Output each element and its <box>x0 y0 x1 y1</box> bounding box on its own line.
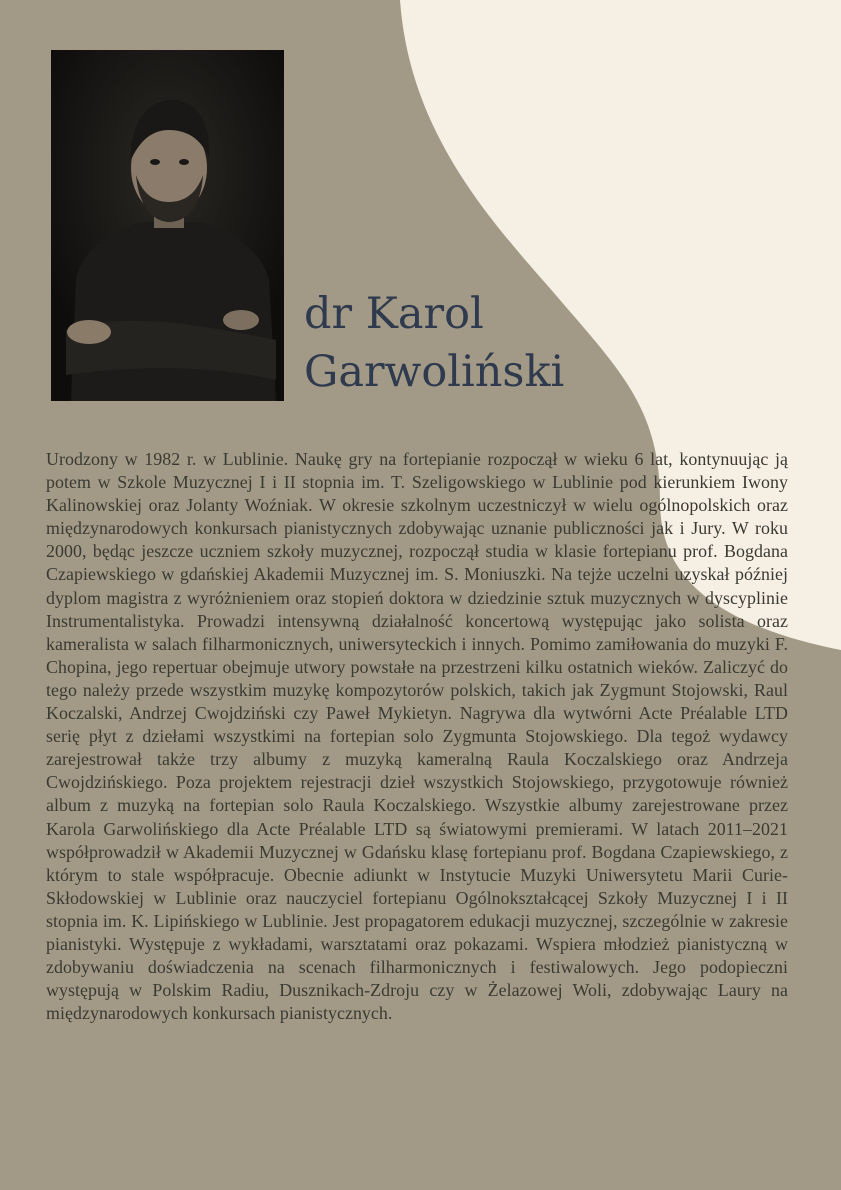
name-line-2: Garwoliński <box>304 347 565 397</box>
biography-text: Urodzony w 1982 r. w Lublinie. Naukę gry na fortepianie rozpoczął w wieku 6 lat, kontynuując ją potem w Szkole Muzycznej I i II stopnia im. T. Szeligowskiego w Lublinie pod kierunkiem Iwony Kalinowskiej oraz Jolanty Woźniak. W okresie szkolnym uczestniczył w wielu ogólnopolskich oraz międzynarodowych konkursach pianistycznych zdobywając uznanie publiczności jak i Jury. W roku 2000, będąc jeszcze uczniem szkoły muzycznej, rozpoczął studia w klasie fortepianu prof. Bogdana Czapiewskiego w gdańskiej Akademii Muzycznej im. S. Moniuszki. Na tejże uczelni uzyskał później dyplom magistra z wyróżnieniem oraz stopień doktora w dziedzinie sztuk muzycznych w dyscyplinie Instrumentalistyka. Prowadzi intensywną działalność koncertową występując jako solista oraz kameralista w salach filharmonicznych, uniwersyteckich i innych. Pomimo zamiłowania do muzyki F. Chopina, jego repertuar obejmuje utwory powstałe na przestrzeni kilku ostatnich wieków. Zaliczyć do tego należy przede wszystkim muzykę kompozytorów polskich, takich jak Zygmunt Stojowski, Raul Koczalski, Andrzej Cwojdziński czy Paweł Mykietyn. Nagrywa dla wytwórni Acte Préalable LTD serię płyt z dziełami wszystkimi na fortepian solo Zygmunta Stojowskiego. Dla tegoż wydawcy zarejestrował także trzy albumy z muzyką kameralną Raula Koczalskiego oraz Andrzeja Cwojdzińskiego. Poza projektem rejestracji dzieł wszystkich Stojowskiego, przygotowuje również album z muzyką na fortepian solo Raula Koczalskiego. Wszystkie albumy zarejestrowane przez Karola Garwolińskiego dla Acte Préalable LTD są światowymi premierami. W latach 2011–2021 współprowadził w Akademii Muzycznej w Gdańsku klasę fortepianu prof. Bogdana Czapiewskiego, z którym to stale współpracuje. Obecnie adiunkt w Instytucie Muzyki Uniwersytetu Marii Curie-Skłodowskiej w Lublinie oraz nauczyciel fortepianu Ogólnokształcącej Szkoły Muzycznej I i II stopnia im. K. Lipińskiego w Lublinie. Jest propagatorem edukacji muzycznej, szczególnie w zakresie pianistyki. Występuje z wykładami, warsztatami oraz pokazami. Wspiera młodzież pianistyczną w zdobywaniu doświadczenia na scenach filharmonicznych i festiwalowych. Jego podopieczni występują w Polskim Radiu, Dusznikach-Zdroju czy w Żelazowej Woli, zdobywając Laury na międzynarodowych konkursach pianistycznych. <box>46 449 788 1024</box>
name-line-1: dr Karol <box>304 289 484 339</box>
portrait-photo <box>51 50 284 401</box>
person-name <box>304 285 634 401</box>
